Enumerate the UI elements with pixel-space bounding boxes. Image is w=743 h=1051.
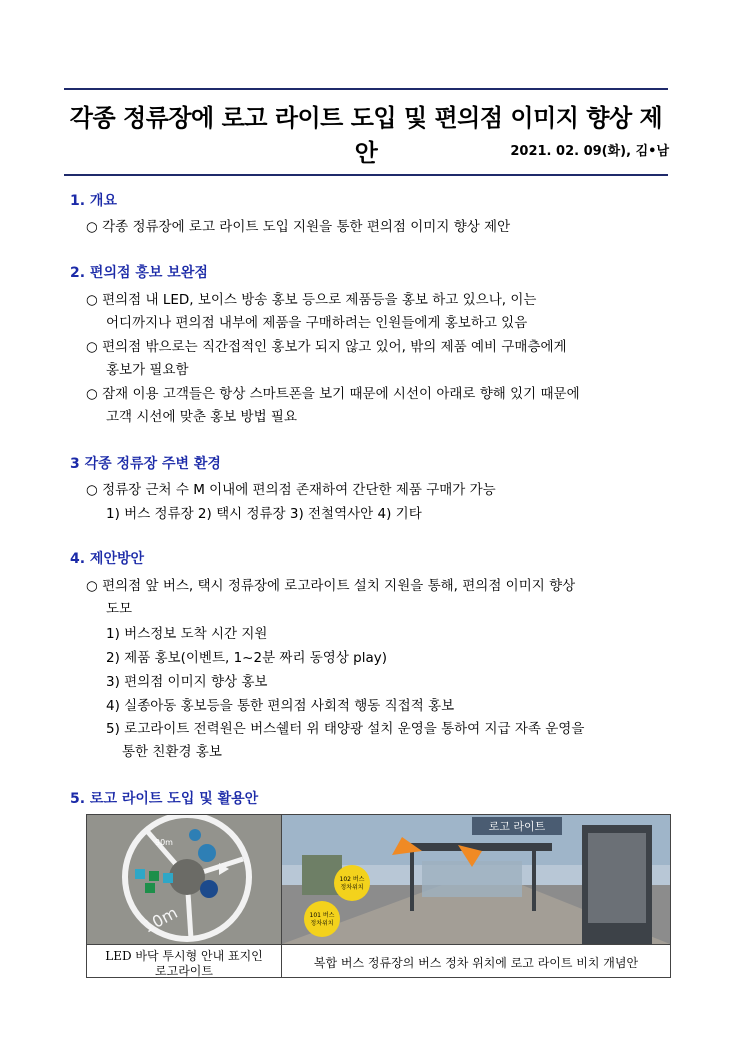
caption-left-line2: 로고라이트 [155, 964, 213, 978]
promotion-bullet-3a: ○ 잠재 이용 고객들은 항상 스마트폰을 보기 때문에 시선이 아래로 향해 있기 때문에 [86, 386, 580, 402]
section-heading-proposal: 4. 제안방안 [70, 551, 145, 567]
bubble-102-line2: 정차위치 [340, 884, 364, 891]
title-block [64, 88, 668, 176]
promotion-bullet-1a: ○ 편의점 내 LED, 보이스 방송 홍보 등으로 제품등을 홍보 하고 있으나, 이는 [86, 292, 537, 308]
caption-right: 복합 버스 정류장의 버스 정차 위치에 로고 라이트 비치 개념안 [313, 956, 639, 970]
proposal-item-5b: 통한 친환경 홍보 [122, 744, 222, 760]
logo-light-banner-text: 로고 라이트 [488, 820, 546, 833]
floor-label-10m: 10m [139, 902, 181, 937]
figure-left-cell [86, 814, 282, 945]
section-heading-logo-light: 5. 로고 라이트 도입 및 활용안 [70, 791, 259, 807]
proposal-item-1: 1) 버스정보 도착 시간 지원 [106, 626, 268, 642]
environment-bullet-1: ○ 정류장 근처 수 M 이내에 편의점 존재하여 간단한 제품 구매가 가능 [86, 482, 496, 498]
environment-bullet-2: 1) 버스 정류장 2) 택시 정류장 3) 전철역사안 4) 기타 [106, 506, 422, 522]
document-title: 각종 정류장에 로고 라이트 도입 및 편의점 이미지 향상 제안 [69, 104, 663, 167]
proposal-bullet-1b: 도모 [106, 601, 133, 617]
bus-shelter-concept-image [282, 815, 670, 944]
promotion-bullet-1b: 어디까지나 편의점 내부에 제품을 구매하려는 인원들에게 홍보하고 있음 [106, 315, 528, 331]
caption-left-line1: LED 바닥 투시형 안내 표지인 [105, 949, 263, 963]
section-heading-overview: 1. 개요 [70, 193, 117, 209]
caption-right-cell [281, 944, 671, 978]
bubble-101-line1: 101 버스 [309, 912, 335, 919]
caption-left-cell [86, 944, 282, 978]
section-heading-environment: 3 각종 정류장 주변 환경 [70, 456, 221, 472]
bubble-101-line2: 정차위치 [310, 920, 334, 927]
proposal-item-3: 3) 편의점 이미지 향상 홍보 [106, 674, 268, 690]
title-rule-bottom [64, 174, 668, 176]
figure-right-cell [281, 814, 671, 945]
document-date: 2021. 02. 09(화), 김•남 [510, 144, 669, 159]
promotion-bullet-2b: 홍보가 필요함 [106, 362, 189, 378]
promotion-bullet-3b: 고객 시선에 맞춘 홍보 방법 필요 [106, 409, 297, 425]
section-heading-promotion: 2. 편의점 홍보 보완점 [70, 265, 208, 281]
floor-label-90m: 90m [155, 838, 173, 847]
proposal-bullet-1a: ○ 편의점 앞 버스, 택시 정류장에 로고라이트 설치 지원을 통해, 편의점 이미지 향상 [86, 578, 576, 594]
proposal-item-2: 2) 제품 홍보(이벤트, 1~2분 짜리 동영상 play) [106, 650, 388, 666]
proposal-item-5a: 5) 로고라이트 전력원은 버스쉘터 위 태양광 설치 운영을 통하여 지급 자족 운영을 [106, 721, 585, 737]
proposal-item-4: 4) 실종아동 홍보등을 통한 편의점 사회적 행동 직접적 홍보 [106, 698, 455, 714]
bubble-102-line1: 102 버스 [339, 876, 365, 883]
promotion-bullet-2a: ○ 편의점 밖으로는 직간접적인 홍보가 되지 않고 있어, 밖의 제품 예비 구매층에게 [86, 339, 567, 355]
overview-bullet: ○ 각종 정류장에 로고 라이트 도입 지원을 통한 편의점 이미지 향상 제안 [86, 219, 511, 235]
floor-logo-light-image [87, 815, 281, 944]
